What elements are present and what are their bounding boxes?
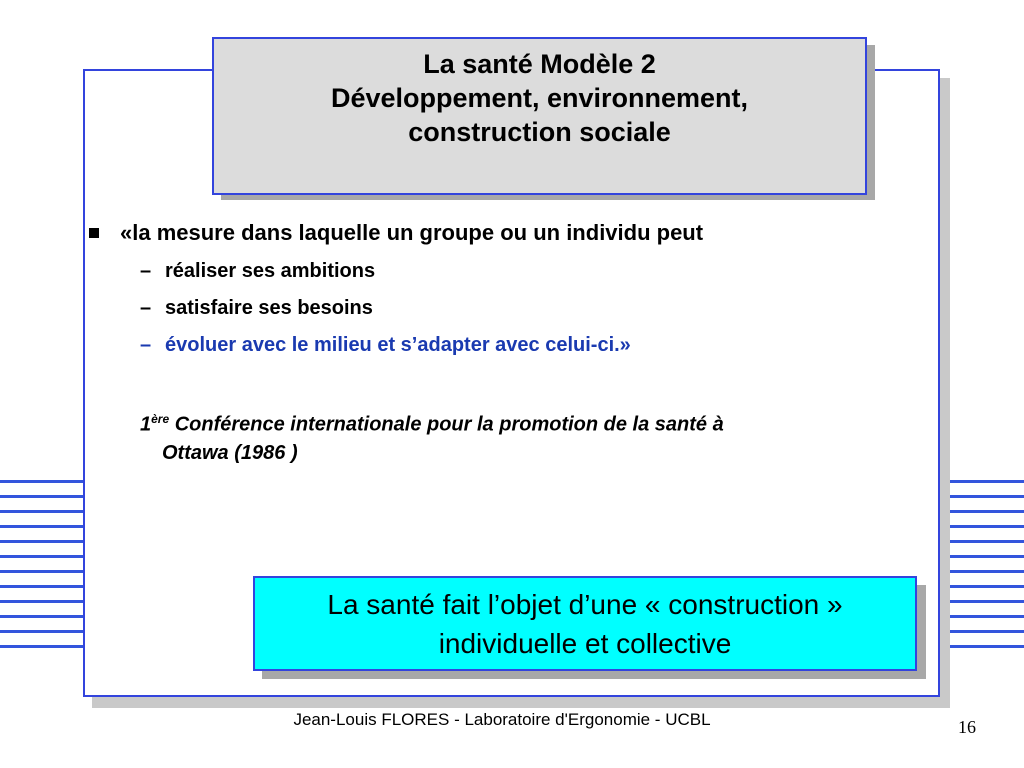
sub-item-ambitions: [140, 260, 375, 283]
right-decorative-stripes: [944, 480, 1024, 660]
main-bullet-text: «la mesure dans laquelle un groupe ou un individu peut: [120, 220, 704, 245]
title-line-1: La santé Modèle 2: [423, 49, 656, 79]
dash-bullet: –: [140, 297, 152, 319]
left-decorative-stripes: [0, 480, 90, 660]
footer-author: Jean-Louis FLORES - Laboratoire d'Ergonomie - UCBL: [293, 710, 711, 729]
title-line-3: construction sociale: [408, 117, 671, 147]
citation-line-2: Ottawa (1986 ): [162, 441, 298, 464]
square-bullet-icon: [89, 228, 99, 238]
sub-item-text: satisfaire ses besoins: [165, 297, 373, 319]
sub-item-text: réaliser ses ambitions: [165, 260, 376, 282]
sub-item-milieu: [140, 334, 631, 357]
citation-superscript: ère: [151, 412, 170, 426]
citation-line-1: [140, 405, 920, 439]
title-line-2: Développement, environnement,: [330, 83, 749, 113]
citation-number: 1: [140, 413, 152, 436]
page-number: 16: [958, 717, 976, 737]
callout-line-1: La santé fait l’objet d’une « construction »: [327, 588, 843, 620]
callout-line-2: individuelle et collective: [438, 627, 732, 659]
citation: [140, 405, 920, 467]
sub-item-besoins: [140, 297, 373, 320]
sub-item-text: évoluer avec le milieu et s’adapter avec celui-ci.»: [165, 334, 631, 356]
slide-title: [212, 37, 867, 195]
main-bullet: [88, 220, 703, 246]
dash-bullet: –: [140, 334, 152, 356]
callout-box: [253, 576, 917, 671]
dash-bullet: –: [140, 260, 152, 282]
citation-text: Conférence internationale pour la promotion de la santé à: [174, 413, 724, 436]
